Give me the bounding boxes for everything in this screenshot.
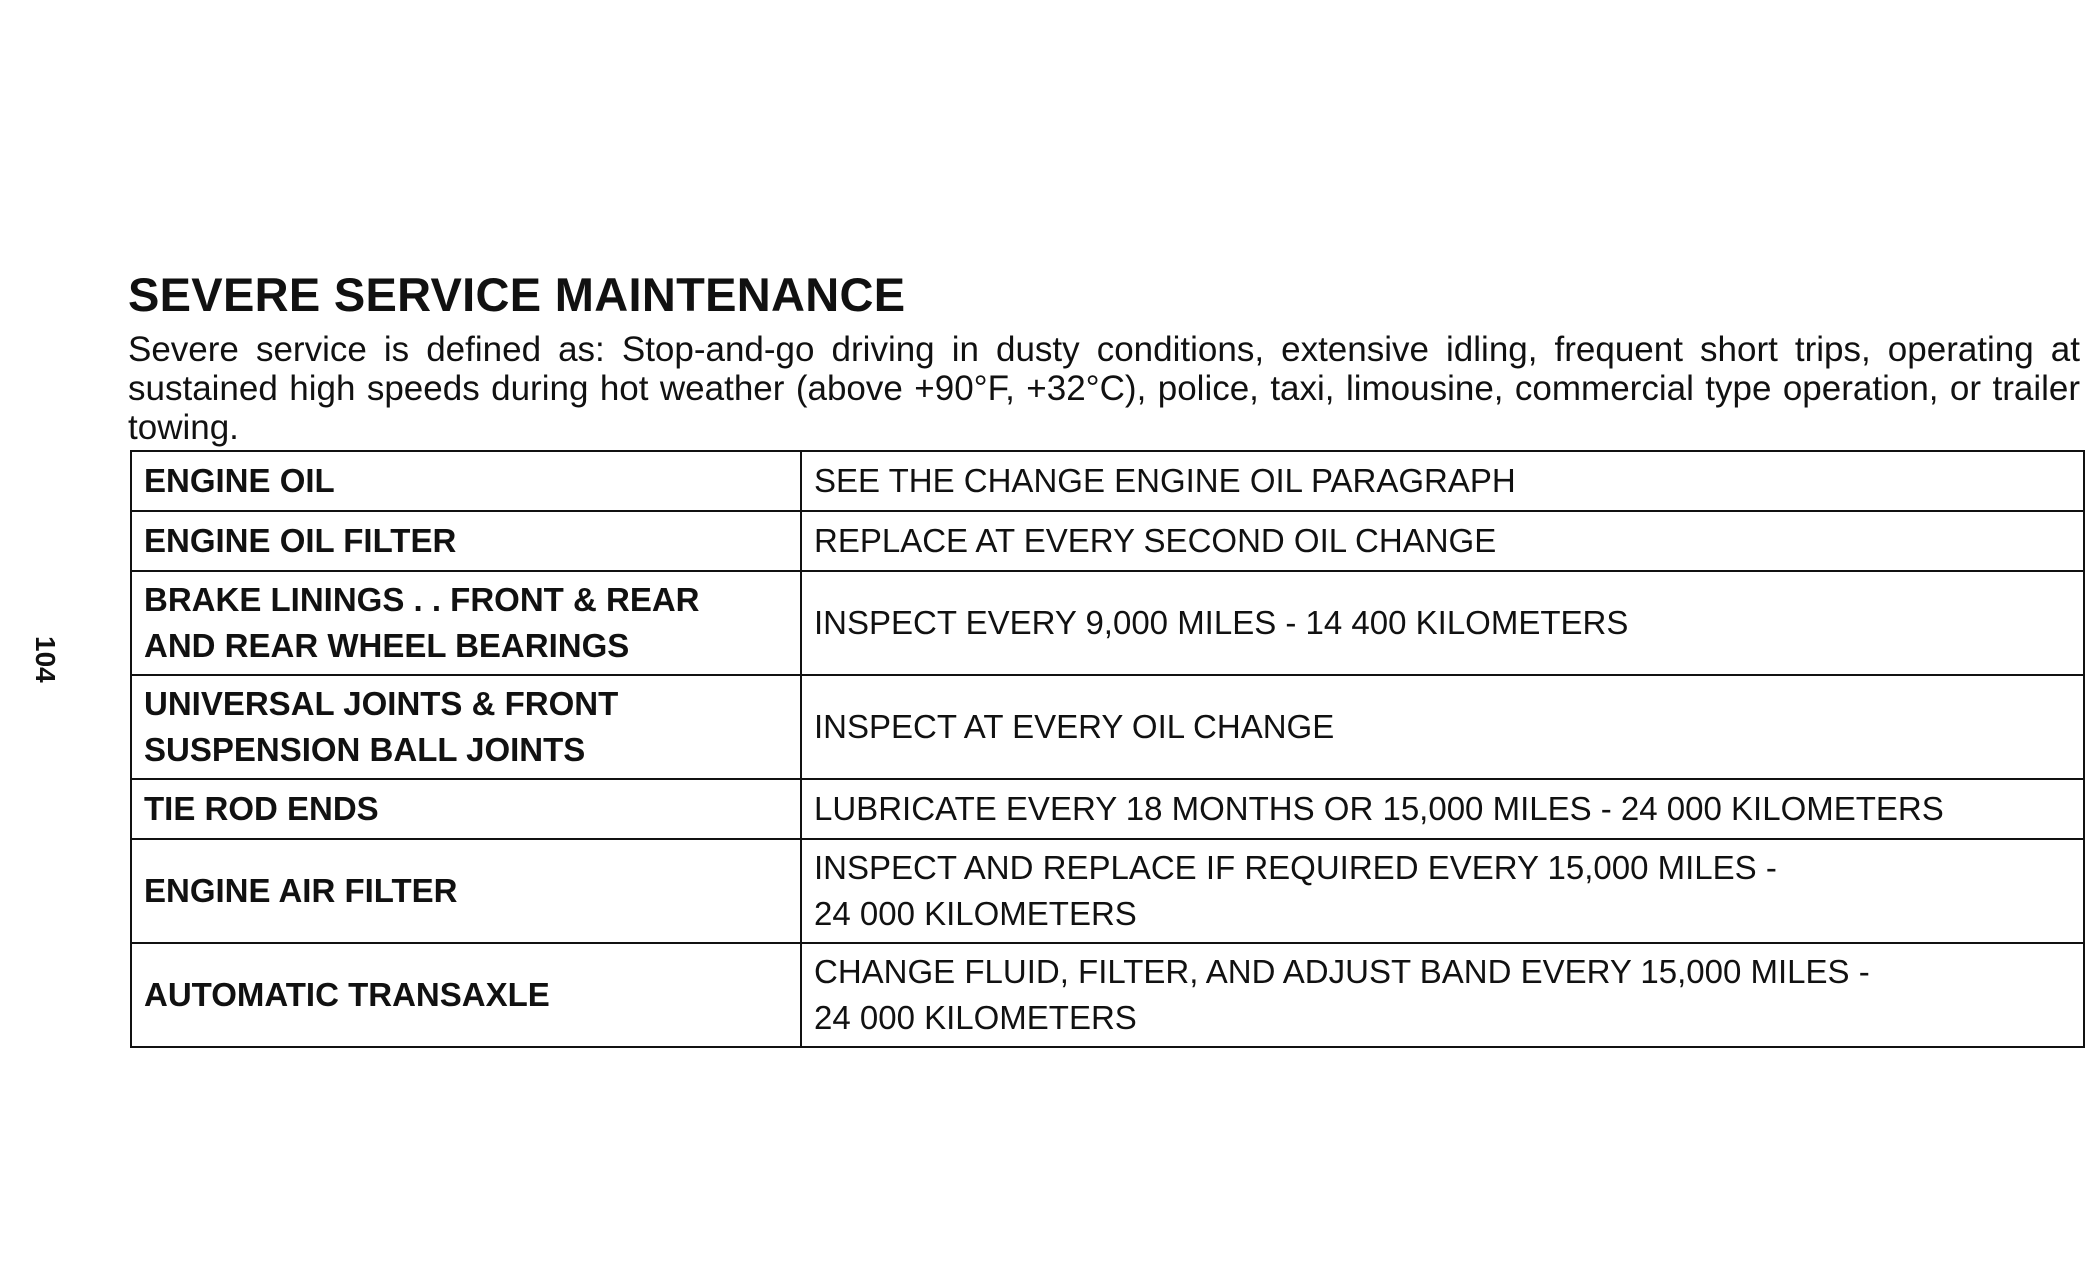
maintenance-action xyxy=(801,451,2084,511)
table-row xyxy=(131,779,2084,839)
maintenance-action-text: INSPECT AT EVERY OIL CHANGE xyxy=(814,708,1335,745)
maintenance-item-text: SUSPENSION BALL JOINTS xyxy=(144,731,586,768)
maintenance-action-text: INSPECT EVERY 9,000 MILES - 14 400 KILOMETERS xyxy=(814,604,1629,641)
maintenance-action xyxy=(801,511,2084,571)
table-row xyxy=(131,675,2084,779)
maintenance-item xyxy=(131,839,801,943)
maintenance-item-text: AUTOMATIC TRANSAXLE xyxy=(144,976,550,1013)
maintenance-action-text: CHANGE FLUID, FILTER, AND ADJUST BAND EVERY 15,000 MILES - xyxy=(814,953,1870,990)
maintenance-item-text: AND REAR WHEEL BEARINGS xyxy=(144,627,630,664)
maintenance-action xyxy=(801,675,2084,779)
table-row xyxy=(131,943,2084,1047)
maintenance-action xyxy=(801,571,2084,675)
maintenance-item-text: ENGINE OIL FILTER xyxy=(144,522,457,559)
maintenance-item xyxy=(131,571,801,675)
maintenance-item xyxy=(131,779,801,839)
maintenance-action-text: 24 000 KILOMETERS xyxy=(814,999,1137,1036)
maintenance-action-text: SEE THE CHANGE ENGINE OIL PARAGRAPH xyxy=(814,462,1516,499)
table-row xyxy=(131,511,2084,571)
section-intro: Severe service is defined as: Stop-and-go driving in dusty conditions, extensive idling, frequent short trips, operating at sustained high speeds during hot weather (above +90°F, +32°C), police, taxi, limousine, commercial type operation, or trailer towing. xyxy=(128,330,2080,447)
table-row xyxy=(131,839,2084,943)
maintenance-action-text: 24 000 KILOMETERS xyxy=(814,895,1137,932)
maintenance-action-text: LUBRICATE EVERY 18 MONTHS OR 15,000 MILES - 24 000 KILOMETERS xyxy=(814,790,1944,827)
maintenance-action xyxy=(801,943,2084,1047)
maintenance-item xyxy=(131,675,801,779)
maintenance-action xyxy=(801,779,2084,839)
section-title: SEVERE SERVICE MAINTENANCE xyxy=(128,268,906,321)
section xyxy=(128,268,2080,447)
table-row xyxy=(131,451,2084,511)
maintenance-item xyxy=(131,511,801,571)
maintenance-item-text: BRAKE LININGS . . FRONT & REAR xyxy=(144,581,700,618)
maintenance-item-text: ENGINE AIR FILTER xyxy=(144,872,458,909)
maintenance-table xyxy=(130,450,2085,1048)
maintenance-item xyxy=(131,943,801,1047)
maintenance-action-text: REPLACE AT EVERY SECOND OIL CHANGE xyxy=(814,522,1497,559)
maintenance-item xyxy=(131,451,801,511)
maintenance-item-text: TIE ROD ENDS xyxy=(144,790,379,827)
table-row xyxy=(131,571,2084,675)
maintenance-action-text: INSPECT AND REPLACE IF REQUIRED EVERY 15,000 MILES - xyxy=(814,849,1777,886)
maintenance-item-text: ENGINE OIL xyxy=(144,462,335,499)
maintenance-action xyxy=(801,839,2084,943)
page-number: 104 xyxy=(30,636,61,683)
maintenance-item-text: UNIVERSAL JOINTS & FRONT xyxy=(144,685,619,722)
